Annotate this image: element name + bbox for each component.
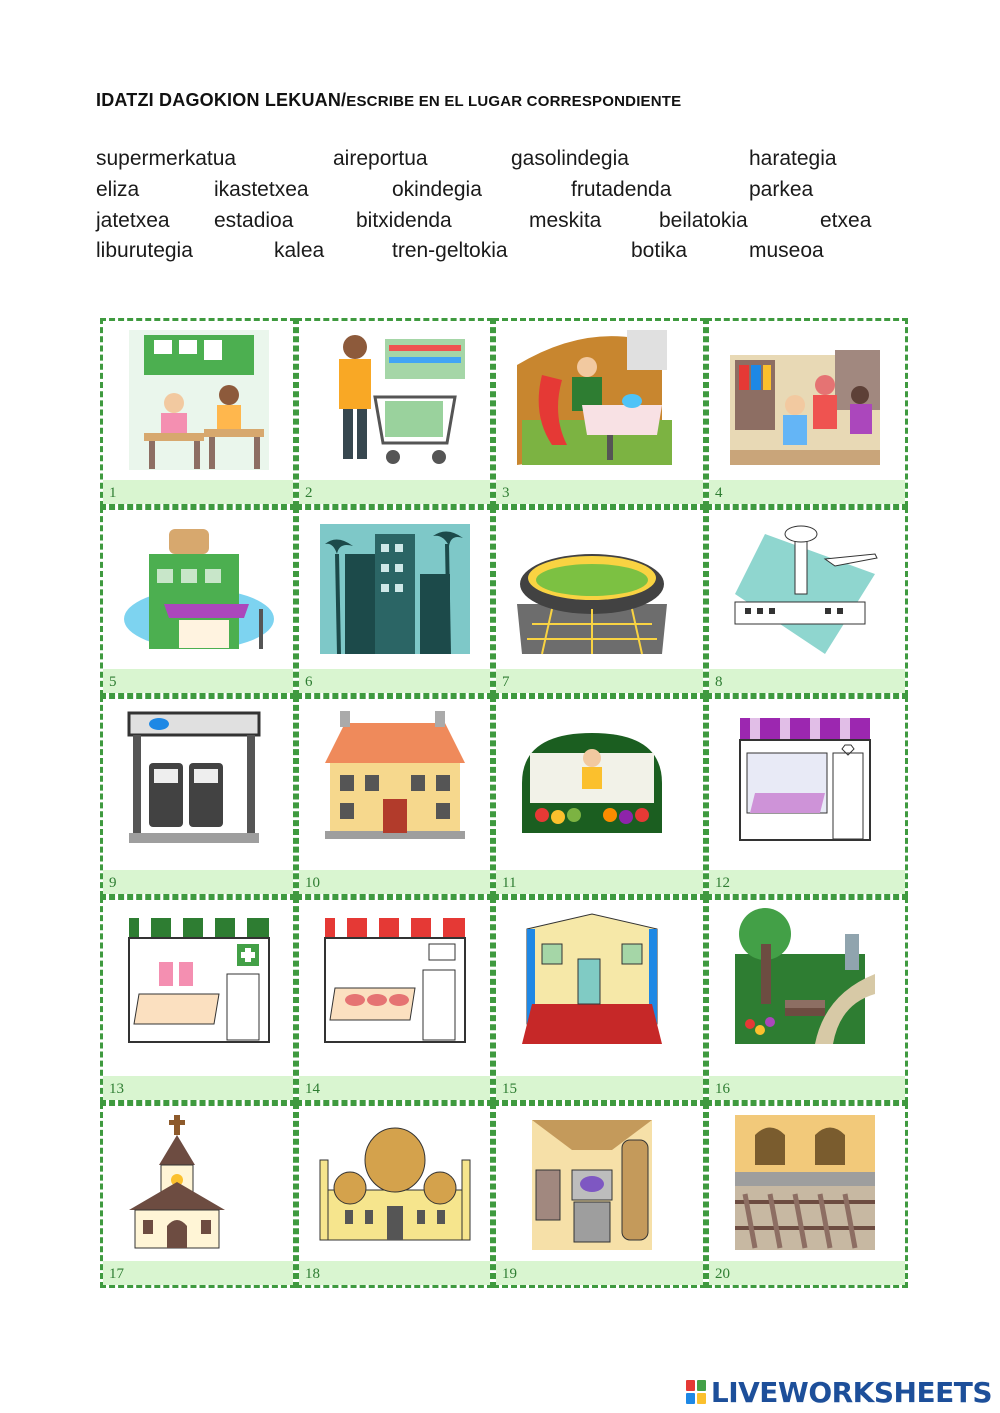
picture-cell-5 — [100, 507, 296, 696]
answer-field-11[interactable] — [496, 870, 703, 894]
restaurant-diner-icon — [512, 325, 672, 475]
word-bank-row-4 — [0, 239, 1000, 269]
bakery-building-icon — [119, 514, 279, 664]
word-bank-word: museoa — [749, 239, 824, 262]
church-icon — [119, 1110, 279, 1260]
cell-number: 6 — [305, 674, 313, 690]
answer-field-10[interactable] — [299, 870, 490, 894]
cell-number: 2 — [305, 485, 313, 501]
museum-icon — [512, 904, 672, 1054]
cell-number: 7 — [502, 674, 510, 690]
fruit-shop-icon — [512, 703, 672, 853]
picture-cell-12 — [706, 696, 908, 897]
answer-field-7[interactable] — [496, 669, 703, 693]
liveworksheets-logo-icon — [685, 1379, 707, 1405]
picture-grid — [100, 318, 908, 1288]
library-kids-icon — [725, 325, 885, 475]
picture-cell-4 — [706, 318, 908, 507]
word-bank-word: meskita — [529, 209, 602, 232]
word-bank-word: kalea — [274, 239, 325, 262]
word-bank-word: etxea — [820, 209, 872, 232]
picture-cell-14 — [296, 897, 493, 1103]
word-bank-word: supermerkatua — [96, 147, 237, 170]
cell-number: 1 — [109, 485, 117, 501]
cell-number: 17 — [109, 1266, 124, 1282]
word-bank-word: bitxidenda — [356, 209, 452, 232]
answer-field-1[interactable] — [103, 480, 293, 504]
word-bank-row-3 — [0, 209, 1000, 239]
answer-field-2[interactable] — [299, 480, 490, 504]
word-bank-row-1 — [0, 147, 1000, 177]
word-bank-word: estadioa — [214, 209, 294, 232]
answer-field-16[interactable] — [709, 1076, 905, 1100]
cell-number: 19 — [502, 1266, 517, 1282]
word-bank-word: beilatokia — [659, 209, 748, 232]
picture-cell-16 — [706, 897, 908, 1103]
answer-field-18[interactable] — [299, 1261, 490, 1285]
word-bank-word: tren-geltokia — [392, 239, 508, 262]
shopping-cart-icon — [315, 325, 475, 475]
picture-cell-7 — [493, 507, 706, 696]
word-bank-row-2 — [0, 178, 1000, 208]
word-bank-word: parkea — [749, 178, 814, 201]
picture-cell-13 — [100, 897, 296, 1103]
answer-field-20[interactable] — [709, 1261, 905, 1285]
jewelry-shop-icon — [725, 703, 885, 853]
mosque-icon — [315, 1110, 475, 1260]
word-bank-word: aireportua — [333, 147, 428, 170]
airport-icon — [725, 514, 885, 664]
cell-number: 16 — [715, 1081, 730, 1097]
cell-number: 18 — [305, 1266, 320, 1282]
answer-field-17[interactable] — [103, 1261, 293, 1285]
cell-number: 9 — [109, 875, 117, 891]
picture-cell-1 — [100, 318, 296, 507]
word-bank-word: jatetxea — [96, 209, 170, 232]
word-bank-word: liburutegia — [96, 239, 193, 262]
liveworksheets-brand: LIVEWORKSHEETS — [710, 1375, 992, 1409]
answer-field-6[interactable] — [299, 669, 490, 693]
cell-number: 12 — [715, 875, 730, 891]
cell-number: 14 — [305, 1081, 320, 1097]
liveworksheets-logo — [685, 1376, 992, 1408]
cell-number: 3 — [502, 485, 510, 501]
answer-field-19[interactable] — [496, 1261, 703, 1285]
worksheet-title — [96, 90, 681, 111]
word-bank-word: eliza — [96, 178, 140, 201]
answer-field-3[interactable] — [496, 480, 703, 504]
cell-number: 4 — [715, 485, 723, 501]
word-bank-word: frutadenda — [571, 178, 672, 201]
word-bank-word: ikastetxea — [214, 178, 309, 201]
picture-cell-19 — [493, 1103, 706, 1288]
cell-number: 10 — [305, 875, 320, 891]
cell-number: 5 — [109, 674, 117, 690]
word-bank-word: harategia — [749, 147, 837, 170]
cell-number: 13 — [109, 1081, 124, 1097]
word-bank-word: okindegia — [392, 178, 482, 201]
picture-cell-18 — [296, 1103, 493, 1288]
picture-cell-15 — [493, 897, 706, 1103]
classroom-icon — [119, 325, 279, 475]
word-bank-word: gasolindegia — [511, 147, 629, 170]
butcher-shop-icon — [315, 904, 475, 1054]
house-icon — [315, 703, 475, 853]
picture-cell-17 — [100, 1103, 296, 1288]
answer-field-14[interactable] — [299, 1076, 490, 1100]
cell-number: 8 — [715, 674, 723, 690]
pharmacy-icon — [119, 904, 279, 1054]
cell-number: 15 — [502, 1081, 517, 1097]
gas-station-icon — [119, 703, 279, 853]
stadium-icon — [512, 514, 672, 664]
title-main: IDATZI DAGOKION LEKUAN/ — [96, 90, 347, 110]
title-sub: ESCRIBE EN EL LUGAR CORRESPONDIENTE — [346, 93, 682, 110]
cell-number: 20 — [715, 1266, 730, 1282]
word-bank-word: botika — [631, 239, 688, 262]
picture-cell-2 — [296, 318, 493, 507]
answer-field-9[interactable] — [103, 870, 293, 894]
picture-cell-6 — [296, 507, 493, 696]
park-icon — [725, 904, 885, 1054]
picture-cell-20 — [706, 1103, 908, 1288]
picture-cell-8 — [706, 507, 908, 696]
cell-number: 11 — [502, 875, 517, 891]
answer-field-13[interactable] — [103, 1076, 293, 1100]
picture-cell-11 — [493, 696, 706, 897]
train-station-icon — [725, 1110, 885, 1260]
funeral-home-icon — [512, 1110, 672, 1260]
picture-cell-10 — [296, 696, 493, 897]
answer-field-5[interactable] — [103, 669, 293, 693]
city-street-icon — [315, 514, 475, 664]
picture-cell-3 — [493, 318, 706, 507]
answer-field-15[interactable] — [496, 1076, 703, 1100]
answer-field-12[interactable] — [709, 870, 905, 894]
answer-field-4[interactable] — [709, 480, 905, 504]
answer-field-8[interactable] — [709, 669, 905, 693]
picture-cell-9 — [100, 696, 296, 897]
